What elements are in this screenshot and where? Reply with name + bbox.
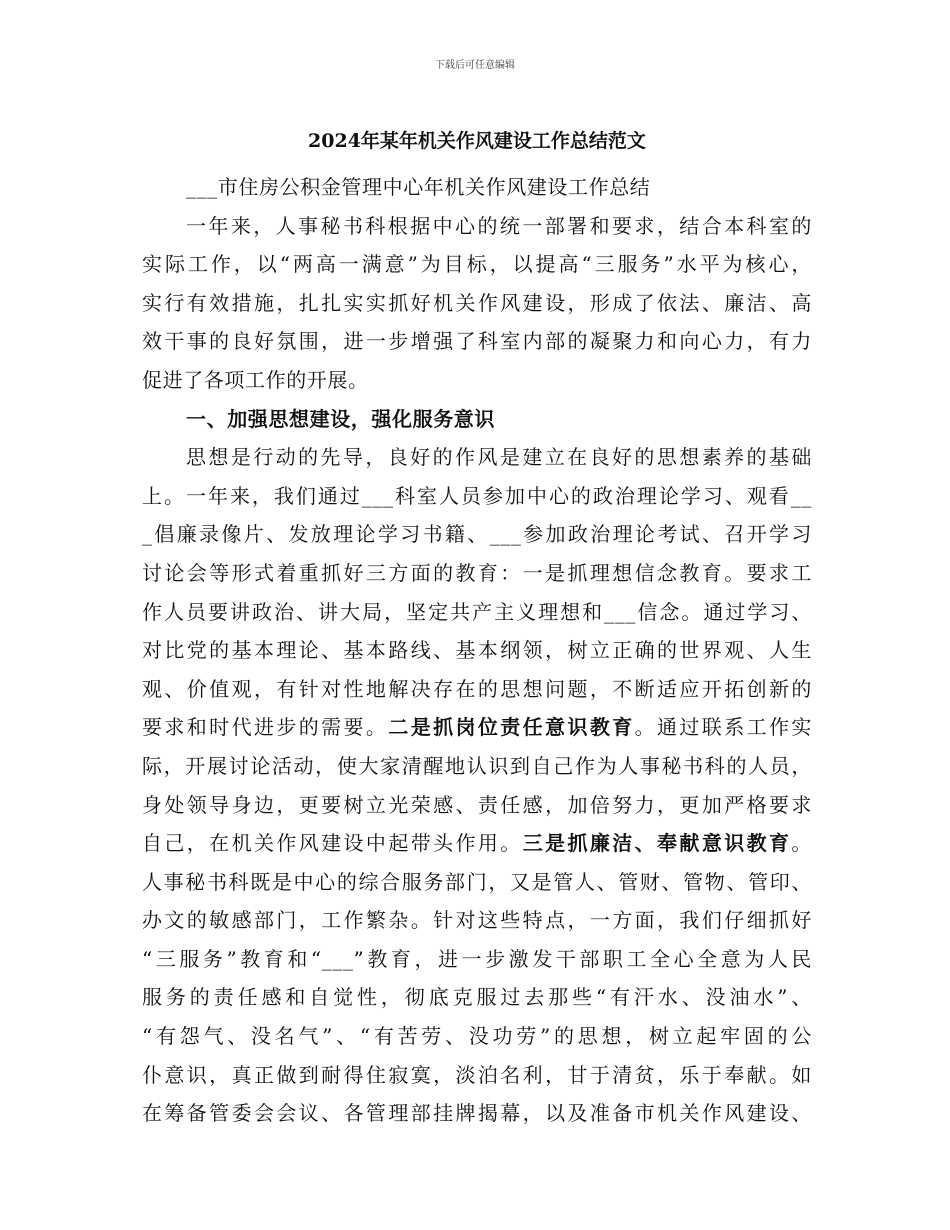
text-line: “三服务”教育和“___”教育，进一步激发干部职工全心全意为人民 <box>142 946 812 971</box>
text-line <box>142 708 812 747</box>
text-line: 观、价值观，有针对性地解决存在的思想问题，不断适应开拓创新的 <box>142 676 812 701</box>
document-title: 2024年某年机关作风建设工作总结范文 <box>308 130 646 152</box>
text-line <box>142 824 812 863</box>
text-line: 上。一年来，我们通过___科室人员参加中心的政治理论学习、观看__ <box>142 483 812 508</box>
text-line: “有怨气、没名气”、“有苦劳、没功劳”的思想，树立起牢固的公 <box>142 1024 812 1049</box>
text-line: 服务的责任感和自觉性，彻底克服过去那些“有汗水、没油水”、 <box>142 985 812 1010</box>
text-line: 一年来，人事秘书科根据中心的统一部署和要求，结合本科室的 <box>186 213 812 238</box>
text-line: 际，开展讨论活动，使大家清醒地认识到自己作为人事秘书科的人员， <box>142 753 812 778</box>
text-line: 身处领导身边，更要树立光荣感、责任感，加倍努力，更加严格要求 <box>142 792 812 817</box>
text-line: 在筹备管委会会议、各管理部挂牌揭幕，以及准备市机关作风建设、 <box>142 1101 812 1126</box>
text-segment: 自己，在机关作风建设中起带头作用。 <box>142 831 523 856</box>
text-line: 办文的敏感部门，工作繁杂。针对这些特点，一方面，我们仔细抓好 <box>142 908 812 933</box>
text-line: 实际工作，以“两高一满意”为目标，以提高“三服务”水平为核心， <box>142 252 812 277</box>
text-line: 思想是行动的先导，良好的作风是建立在良好的思想素养的基础 <box>186 445 812 470</box>
text-segment: 。 <box>791 831 812 856</box>
text-line: 对比党的基本理论、基本路线、基本纲领，树立正确的世界观、人生 <box>142 638 812 663</box>
text-line: 人事秘书科既是中心的综合服务部门，又是管人、管财、管物、管印、 <box>142 869 812 894</box>
text-line: 实行有效措施，扎扎实实抓好机关作风建设，形成了依法、廉洁、高 <box>142 290 812 315</box>
text-segment: 。通过联系工作实 <box>634 715 812 740</box>
text-line: 讨论会等形式着重抓好三方面的教育：一是抓理想信念教育。要求工 <box>142 560 812 585</box>
text-segment: 要求和时代进步的需要。 <box>142 715 389 740</box>
text-line: 促进了各项工作的开展。 <box>142 367 369 392</box>
text-line: 效干事的良好氛围，进一步增强了科室内部的凝聚力和向心力，有力 <box>142 329 812 354</box>
text-line: 仆意识，真正做到耐得住寂寞，淡泊名利，甘于清贫，乐于奉献。如 <box>142 1062 812 1087</box>
bold-text-segment: 二是抓岗位责任意识教育 <box>388 715 635 740</box>
section-heading: 一、加强思想建设，强化服务意识 <box>186 406 495 431</box>
header-note: 下载后可任意编辑 <box>435 60 515 71</box>
bold-text-segment: 三是抓廉洁、奉献意识教育 <box>522 831 792 856</box>
text-line: 作人员要讲政治、讲大局，坚定共产主义理想和___信念。通过学习、 <box>142 599 812 624</box>
document-body <box>142 168 812 1133</box>
text-line: ___市住房公积金管理中心年机关作风建设工作总结 <box>186 175 651 199</box>
text-line: _倡廉录像片、发放理论学习书籍、___参加政治理论考试、召开学习 <box>142 522 812 547</box>
